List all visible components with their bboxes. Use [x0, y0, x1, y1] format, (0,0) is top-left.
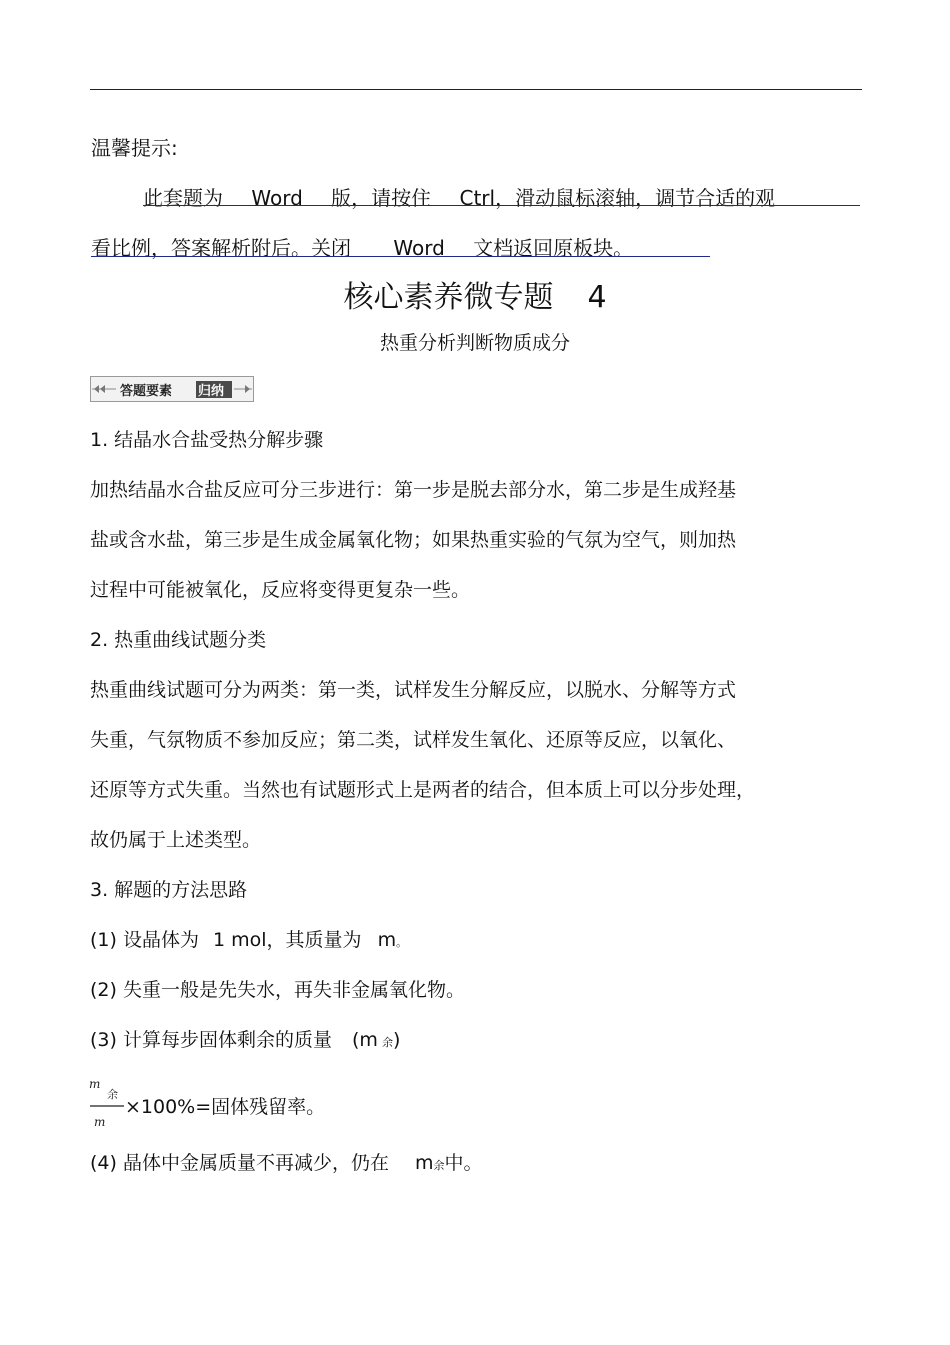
banner-left-text: 答题要素 — [120, 384, 173, 399]
tip-text: 版，请按住 — [331, 186, 432, 210]
tip-text: Ctrl，滑动鼠标滚轴，调节合适的观 — [459, 186, 776, 210]
fraction-numerator-sub: 余 — [107, 1088, 118, 1101]
page-title: 核心素养微专题 4 — [343, 280, 607, 315]
formula-text: ×100%=固体残留率。 — [125, 1096, 326, 1118]
tip-word: Word — [251, 186, 303, 210]
tip-text: 文档返回原板块。 — [473, 236, 634, 260]
fraction-numerator: m — [89, 1077, 101, 1091]
header-rule — [90, 89, 862, 90]
tip-underline — [143, 205, 860, 206]
tip-underline — [91, 256, 710, 257]
step-3: (3) 计算每步固体剩余的质量 (m 余) — [90, 1029, 401, 1051]
section-banner — [90, 376, 254, 402]
tip-line-1 — [143, 182, 775, 211]
tip-word: Word — [393, 236, 445, 260]
paragraph-line: 热重曲线试题可分为两类：第一类，试样发生分解反应，以脱水、分解等方式 — [90, 679, 737, 701]
tip-text: 看比例，答案解析附后。关闭 — [91, 236, 351, 260]
section-heading: 1. 结晶水合盐受热分解步骤 — [90, 429, 324, 451]
paragraph-line: 还原等方式失重。当然也有试题形式上是两者的结合，但本质上可以分步处理， — [90, 779, 756, 801]
section-heading: 3. 解题的方法思路 — [90, 879, 248, 901]
paragraph-line: 故仍属于上述类型。 — [90, 829, 262, 851]
section-heading: 2. 热重曲线试题分类 — [90, 629, 267, 651]
step-1: (1) 设晶体为 1 mol，其质量为 m。 — [90, 929, 408, 951]
tip-text: 此套题为 — [143, 186, 223, 210]
paragraph-line: 盐或含水盐，第三步是生成金属氧化物；如果热重实验的气氛为空气，则加热 — [90, 529, 737, 551]
banner-right-text: 归纳 — [198, 384, 225, 399]
paragraph-line: 失重，气氛物质不参加反应；第二类，试样发生氧化、还原等反应，以氧化、 — [90, 729, 737, 751]
fraction-denominator: m — [94, 1115, 106, 1129]
paragraph-line: 加热结晶水合盐反应可分三步进行：第一步是脱去部分水，第二步是生成羟基 — [90, 479, 737, 501]
fraction-formula — [89, 1076, 125, 1130]
tip-heading: 温馨提示: — [91, 136, 178, 160]
page-subtitle: 热重分析判断物质成分 — [379, 332, 570, 354]
step-4: (4) 晶体中金属质量不再减少，仍在 m余中。 — [90, 1152, 483, 1174]
step-2: (2) 失重一般是先失水，再失非金属氧化物。 — [90, 979, 465, 1001]
paragraph-line: 过程中可能被氧化，反应将变得更复杂一些。 — [90, 579, 471, 601]
